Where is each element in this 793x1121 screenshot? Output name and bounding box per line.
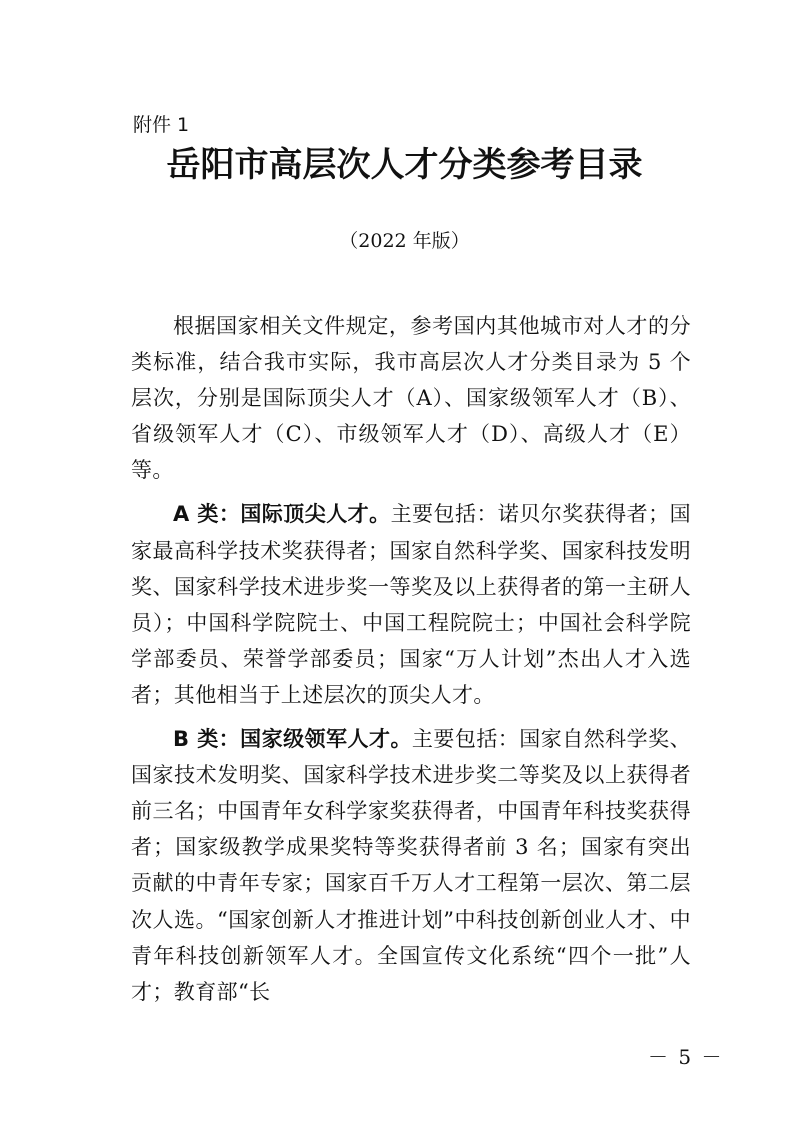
intro-paragraph: 根据国家相关文件规定，参考国内其他城市对人才的分类标准，结合我市实际，我市高层次人才分类目录为 5 个层次，分别是国际顶尖人才（A）、国家级领军人才（B）、省级领军人才（C）、市级领军人才（D）、高级人才（E）等。 [131,314,691,483]
document-edition: （2022 年版） [339,230,470,252]
attachment-label: 附件 1 [133,114,190,136]
document-title: 岳阳市高层次人才分类参考目录 [166,145,643,185]
section-a-text: 主要包括：诺贝尔奖获得者；国家最高科学技术奖获得者；国家自然科学奖、国家科技发明奖、国家科学技术进步奖一等奖及以上获得者的第一主研人员）；中国科学院院士、中国工程院院士；中国社会科学院学部委员、荣誉学部委员；国家“万人计划”杰出人才入选者；其他相当于上述层次的顶尖人才。 [131,502,691,707]
section-b-paragraph [131,721,691,1010]
section-b-text: 主要包括：国家自然科学奖、国家技术发明奖、国家科学技术进步奖二等奖及以上获得者前三名；中国青年女科学家奖获得者，中国青年科技奖获得者；国家级教学成果奖特等奖获得者前 3 名；国家有突出贡献的中青年专家；国家百千万人才工程第一层次、第二层次人选。“国家创新人才推进计划”中科技创新创业人才、中青年科技创新领军人才。全国宣传文化系统“四个一批”人才；教育部“长 [131,727,691,1004]
document-body [131,308,691,1018]
page-number: － 5 － [648,1045,724,1069]
section-b-heading: B 类：国家级领军人才。 [173,727,412,752]
section-a-paragraph [131,496,691,713]
section-a-heading: A 类：国际顶尖人才。 [173,502,391,527]
